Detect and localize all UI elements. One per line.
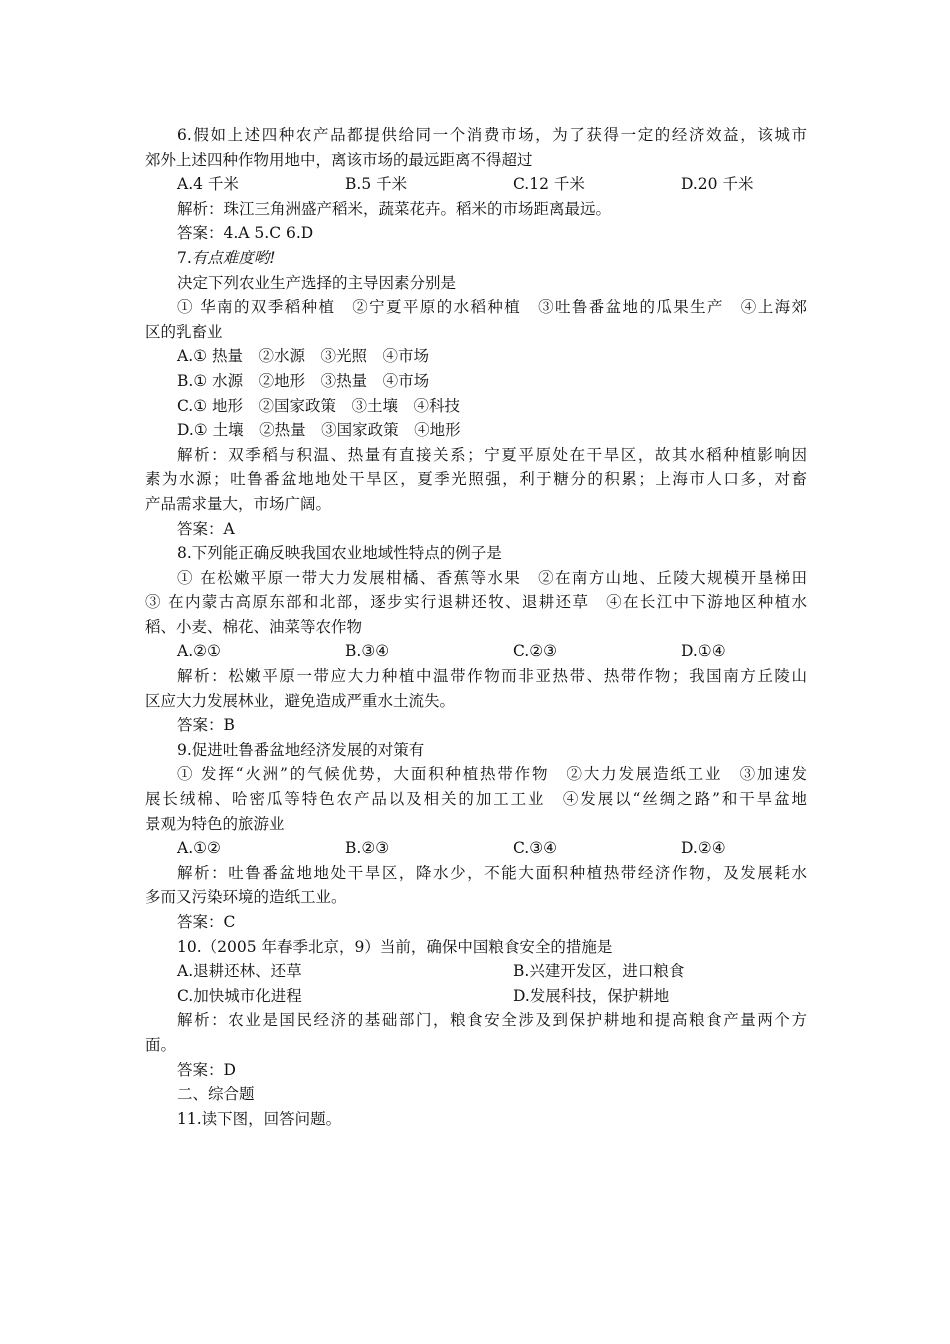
q6-stem-line1: 6.假如上述四种农产品都提供给同一个消费市场，为了获得一定的经济效益，该城市 bbox=[177, 126, 807, 144]
section-heading: 二、综合题 bbox=[177, 1085, 255, 1104]
q7-option-a: A.① 热量 ②水源 ③光照 ④市场 bbox=[177, 347, 429, 366]
q7-hint: 有点难度哟! bbox=[191, 248, 276, 267]
q9-answer: 答案：C bbox=[177, 913, 236, 931]
q7-option-d: D.① 土壤 ②热量 ③国家政策 ④地形 bbox=[177, 421, 461, 440]
q10-answer: 答案：D bbox=[177, 1060, 236, 1079]
q6-analysis: 解析：珠江三角洲盛产稻米，蔬菜花卉。稻米的市场距离最远。 bbox=[177, 199, 612, 218]
q6-answer: 答案：4.A 5.C 6.D bbox=[177, 224, 314, 243]
q10-option-b: B.兴建开发区，进口粮食 bbox=[513, 962, 685, 981]
q8-option-c: C.②③ bbox=[513, 642, 558, 661]
q6-option-b: B.5 千米 bbox=[345, 175, 408, 194]
q7-answer: 答案：A bbox=[177, 519, 235, 538]
q9-option-d: D.②④ bbox=[681, 839, 726, 858]
q7-option-b: B.① 水源 ②地形 ③热量 ④市场 bbox=[177, 371, 430, 390]
q6-option-c: C.12 千米 bbox=[513, 175, 585, 194]
q7-analysis-line3: 产品需求量大，市场广阔。 bbox=[145, 494, 332, 513]
q9-options bbox=[145, 836, 807, 861]
q9-items-line3: 景观为特色的旅游业 bbox=[145, 814, 285, 833]
q9-items-line2: 展长绒棉、哈密瓜等特色农产品以及相关的加工工业 ④发展以“丝绸之路”和干旱盆地 bbox=[145, 790, 807, 809]
q6-stem-line2: 郊外上述四种作物用地中，离该市场的最远距离不得超过 bbox=[145, 150, 533, 169]
q9-option-a: A.①② bbox=[177, 839, 221, 858]
q7-analysis-line1: 解析：双季稻与积温、热量有直接关系；宁夏平原处在干旱区，故其水稻种植影响因 bbox=[177, 445, 807, 464]
q7-stem: 决定下列农业生产选择的主导因素分别是 bbox=[177, 273, 457, 292]
q10-analysis-line2: 面。 bbox=[145, 1035, 177, 1054]
q8-analysis-line2: 区应大力发展林业，避免造成严重水土流失。 bbox=[145, 691, 456, 710]
q8-option-a: A.②① bbox=[177, 642, 221, 661]
q7-items-line2: 区的乳畜业 bbox=[145, 322, 223, 341]
q10-option-c: C.加快城市化进程 bbox=[177, 986, 302, 1005]
q8-items-line1: ① 在松嫩平原一带大力发展柑橘、香蕉等水果 ②在南方山地、丘陵大规模开垦梯田 bbox=[177, 568, 807, 587]
q8-items-line3: 稻、小麦、棉花、油菜等农作物 bbox=[145, 617, 363, 636]
q8-stem: 8.下列能正确反映我国农业地域性特点的例子是 bbox=[177, 544, 502, 563]
q6-option-d: D.20 千米 bbox=[681, 175, 754, 194]
q7-option-c: C.① 地形 ②国家政策 ③土壤 ④科技 bbox=[177, 396, 461, 415]
q9-option-c: C.③④ bbox=[513, 839, 558, 858]
q7-number: 7. bbox=[177, 248, 192, 267]
q9-stem: 9.促进吐鲁番盆地经济发展的对策有 bbox=[177, 740, 425, 759]
q8-analysis-line1: 解析：松嫩平原一带应大力种植中温带作物而非亚热带、热带作物；我国南方丘陵山 bbox=[177, 667, 807, 686]
q8-answer: 答案：B bbox=[177, 716, 235, 735]
q8-items-line2: ③ 在内蒙古高原东部和北部，逐步实行退耕还牧、退耕还草 ④在长江中下游地区种植水 bbox=[145, 593, 807, 612]
q9-option-b: B.②③ bbox=[345, 839, 390, 858]
q6-options bbox=[145, 172, 807, 197]
q6-option-a: A.4 千米 bbox=[177, 175, 239, 194]
q8-option-d: D.①④ bbox=[681, 642, 726, 661]
q10-analysis-line1: 解析：农业是国民经济的基础部门，粮食安全涉及到保护耕地和提高粮食产量两个方 bbox=[177, 1011, 807, 1030]
q11-stem: 11.读下图，回答问题。 bbox=[177, 1109, 342, 1128]
q9-analysis-line2: 多而又污染环境的造纸工业。 bbox=[145, 888, 347, 907]
q10-option-d: D.发展科技，保护耕地 bbox=[513, 986, 670, 1005]
page-content bbox=[145, 123, 807, 1131]
q9-analysis-line1: 解析：吐鲁番盆地地处干旱区，降水少，不能大面积种植热带经济作物，及发展耗水 bbox=[177, 863, 807, 882]
q9-items-line1: ① 发挥“火洲”的气候优势，大面积种植热带作物 ②大力发展造纸工业 ③加速发 bbox=[177, 765, 807, 784]
q8-options bbox=[145, 639, 807, 664]
q10-stem: 10.（2005 年春季北京，9）当前，确保中国粮食安全的措施是 bbox=[177, 937, 613, 956]
q7-items-line1: ① 华南的双季稻种植 ②宁夏平原的水稻种植 ③吐鲁番盆地的瓜果生产 ④上海郊 bbox=[177, 298, 807, 317]
q10-options-row1 bbox=[145, 959, 807, 984]
q8-option-b: B.③④ bbox=[345, 642, 390, 661]
q10-option-a: A.退耕还林、还草 bbox=[177, 962, 302, 981]
q7-analysis-line2: 素为水源；吐鲁番盆地地处干旱区，夏季光照强，利于糖分的积累；上海市人口多，对畜 bbox=[145, 470, 807, 489]
q7-header bbox=[145, 246, 807, 271]
q10-options-row2 bbox=[145, 984, 807, 1009]
